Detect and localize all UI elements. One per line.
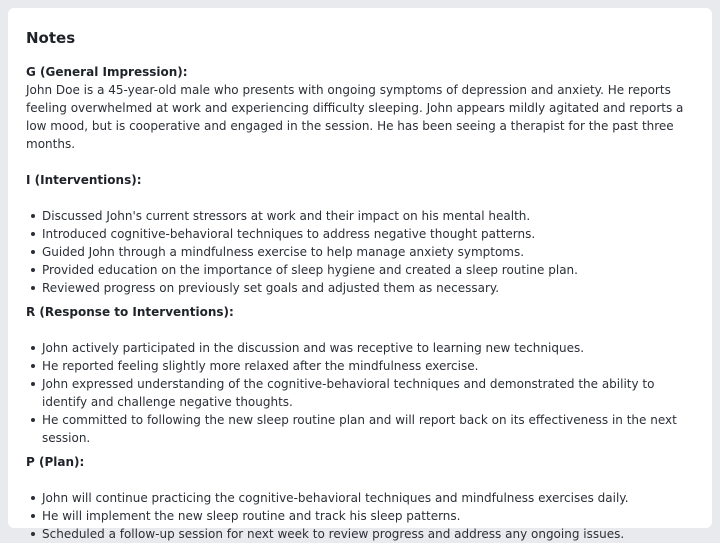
bullet-dot-icon xyxy=(31,418,35,422)
list-item xyxy=(26,261,690,279)
list-item xyxy=(26,279,690,297)
list-item xyxy=(26,339,690,357)
bullet-dot-icon xyxy=(31,382,35,386)
notes-content[interactable] xyxy=(26,63,690,543)
bullet-dot-icon xyxy=(31,346,35,350)
notes-title: Notes xyxy=(26,29,76,47)
list-item xyxy=(26,525,690,543)
plan-list xyxy=(26,489,690,543)
interventions-list xyxy=(26,207,690,297)
list-item xyxy=(26,411,690,447)
list-item-text: He will implement the new sleep routine and track his sleep patterns. xyxy=(42,509,461,523)
list-item-text: He reported feeling slightly more relaxed after the mindfulness exercise. xyxy=(42,359,479,373)
list-item-text: Guided John through a mindfulness exercise to help manage anxiety symptoms. xyxy=(42,245,525,259)
bullet-dot-icon xyxy=(31,214,35,218)
list-item xyxy=(26,375,690,411)
list-item xyxy=(26,243,690,261)
bullet-dot-icon xyxy=(31,286,35,290)
list-item xyxy=(26,489,690,507)
bullet-dot-icon xyxy=(31,364,35,368)
list-item-text: Discussed John's current stressors at work and their impact on his mental health. xyxy=(42,209,531,223)
list-item-text: Introduced cognitive-behavioral techniques to address negative thought patterns. xyxy=(42,227,536,241)
plan-heading: P (Plan): xyxy=(26,455,85,469)
list-item xyxy=(26,357,690,375)
list-item xyxy=(26,225,690,243)
response-heading: R (Response to Interventions): xyxy=(26,305,234,319)
list-item-text: Scheduled a follow-up session for next week to review progress and address any ongoing issues. xyxy=(42,527,625,541)
list-item-text: Reviewed progress on previously set goals and adjusted them as necessary. xyxy=(42,281,500,295)
list-item-text: Provided education on the importance of sleep hygiene and created a sleep routine plan. xyxy=(42,263,578,277)
list-item-text: He committed to following the new sleep routine plan and will report back on its effectiveness in the next session. xyxy=(42,413,677,445)
response-list xyxy=(26,339,690,447)
notes-card xyxy=(8,8,712,541)
general-impression-heading: G (General Impression): xyxy=(26,65,188,79)
list-item xyxy=(26,207,690,225)
list-item-text: John actively participated in the discussion and was receptive to learning new techniques. xyxy=(42,341,585,355)
list-item xyxy=(26,507,690,525)
bullet-dot-icon xyxy=(31,232,35,236)
bullet-dot-icon xyxy=(31,250,35,254)
interventions-heading: I (Interventions): xyxy=(26,173,142,187)
bullet-dot-icon xyxy=(31,532,35,536)
list-item-text: John expressed understanding of the cognitive-behavioral techniques and demonstrated the ability to identify and challenge negative thoughts. xyxy=(42,377,655,409)
general-impression-text: John Doe is a 45-year-old male who presents with ongoing symptoms of depression and anxiety. He reports feeling overwhelmed at work and experiencing difficulty sleeping. John appears mildly agitated and reports a low mood, but is cooperative and engaged in the session. He has been seeing a therapist for the past three months. xyxy=(26,83,684,151)
bullet-dot-icon xyxy=(31,514,35,518)
list-item-text: John will continue practicing the cognitive-behavioral techniques and mindfulness exercises daily. xyxy=(42,491,629,505)
bullet-dot-icon xyxy=(31,268,35,272)
bullet-dot-icon xyxy=(31,496,35,500)
